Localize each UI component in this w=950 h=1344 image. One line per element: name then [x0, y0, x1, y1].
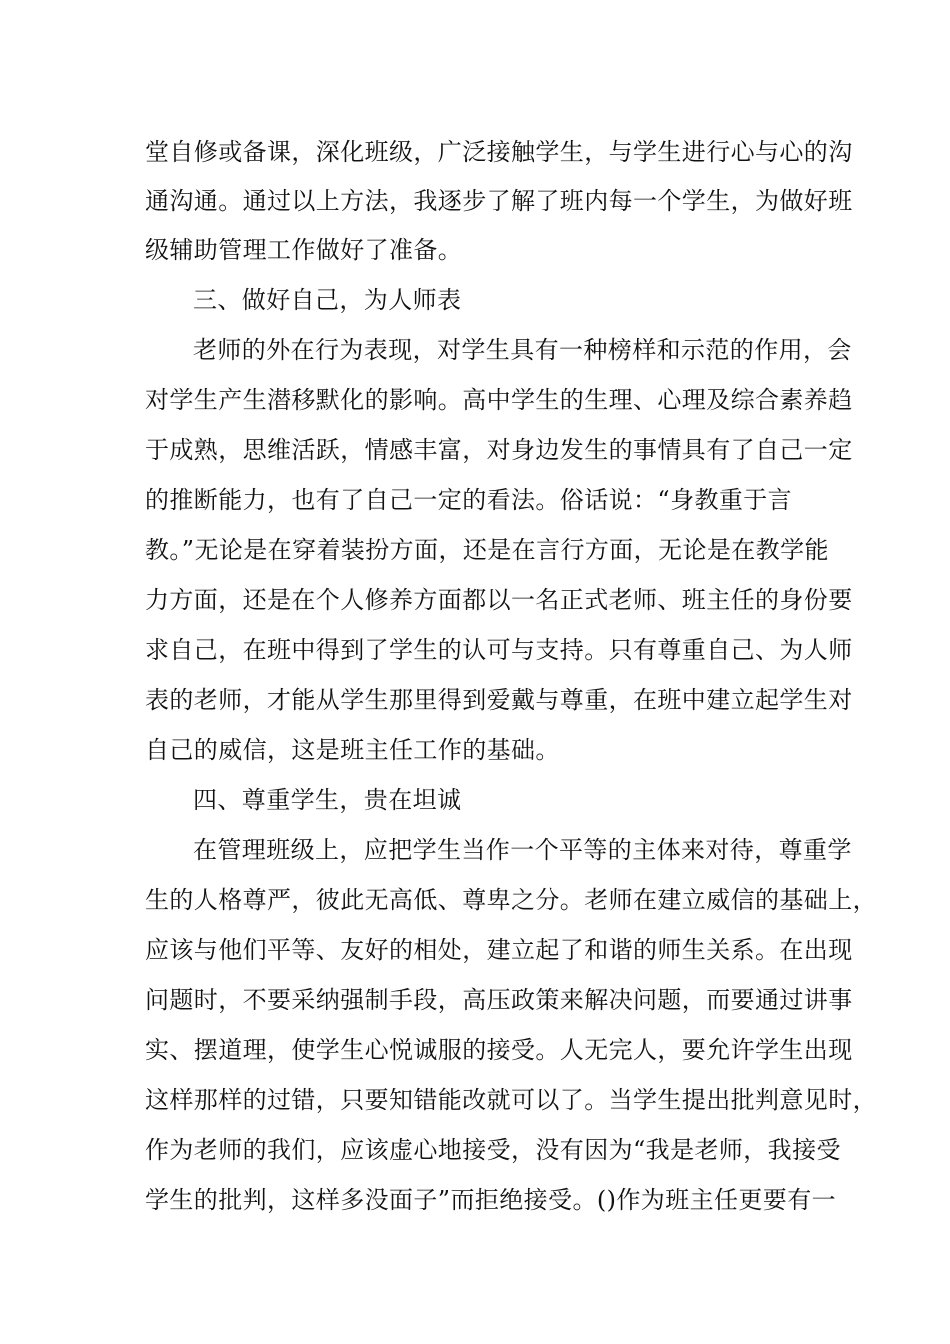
paragraph-line: 堂自修或备课，深化班级，广泛接触学生，与学生进行心与心的沟	[145, 138, 853, 166]
paragraph-line: 实、摆道理，使学生心悦诚服的接受。人无完人，要允许学生出现	[145, 1036, 853, 1064]
paragraph-line: 的推断能力，也有了自己一定的看法。俗话说：“身教重于言	[145, 486, 793, 514]
paragraph-line: 自己的威信，这是班主任工作的基础。	[145, 736, 560, 764]
paragraph-line: 求自己，在班中得到了学生的认可与支持。只有尊重自己、为人师	[145, 636, 853, 664]
paragraph-line: 作为老师的我们，应该虚心地接受，没有因为“我是老师，我接受	[145, 1136, 841, 1164]
paragraph-line: 学生的批判，这样多没面子”而拒绝接受。()作为班主任更要有一	[145, 1186, 836, 1214]
paragraph-line: 表的老师，才能从学生那里得到爱戴与尊重，在班中建立起学生对	[145, 686, 853, 714]
paragraph-line: 教。”无论是在穿着装扮方面，还是在言行方面，无论是在教学能	[145, 536, 829, 564]
paragraph-line: 应该与他们平等、友好的相处，建立起了和谐的师生关系。在出现	[145, 936, 853, 964]
paragraph-line: 对学生产生潜移默化的影响。高中学生的生理、心理及综合素养趋	[145, 386, 853, 414]
paragraph-line: 力方面，还是在个人修养方面都以一名正式老师、班主任的身份要	[145, 586, 853, 614]
paragraph-line: 老师的外在行为表现，对学生具有一种榜样和示范的作用，会	[193, 336, 852, 364]
paragraph-line: 这样那样的过错，只要知错能改就可以了。当学生提出批判意见时，	[145, 1086, 877, 1114]
paragraph-line: 生的人格尊严，彼此无高低、尊卑之分。老师在建立威信的基础上，	[145, 886, 877, 914]
paragraph-line: 在管理班级上，应把学生当作一个平等的主体来对待，尊重学	[193, 836, 852, 864]
section-heading: 四、尊重学生，贵在坦诚	[193, 786, 462, 814]
paragraph-line: 级辅助管理工作做好了准备。	[145, 236, 463, 264]
paragraph-line: 问题时，不要采纳强制手段，高压政策来解决问题，而要通过讲事	[145, 986, 853, 1014]
paragraph-line: 于成熟，思维活跃，情感丰富，对身边发生的事情具有了自己一定	[145, 436, 853, 464]
paragraph-line: 通沟通。通过以上方法，我逐步了解了班内每一个学生，为做好班	[145, 187, 853, 215]
section-heading: 三、做好自己，为人师表	[193, 286, 462, 314]
